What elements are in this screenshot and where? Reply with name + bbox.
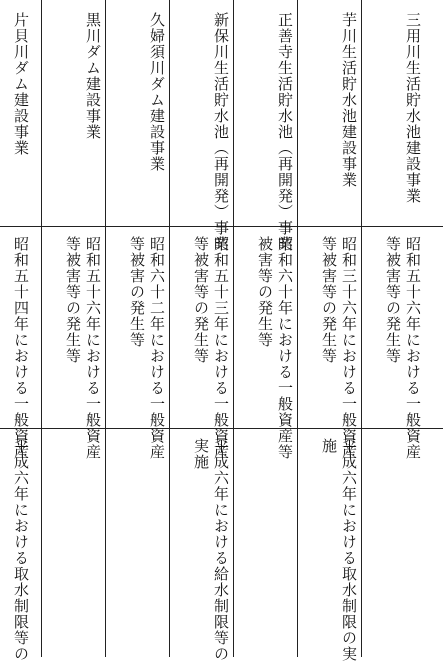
event-text: 昭和六十年における一般資産等 被害等の発生等 — [256, 236, 294, 460]
event-text: 昭和六十二年における一般資産 等被害の発生等 — [128, 236, 166, 460]
project-name: 芋川生活貯水池建設事業 — [340, 12, 358, 188]
table-row — [63, 0, 123, 657]
project-name: 黒川ダム建設事業 — [84, 12, 102, 140]
table-row — [127, 0, 187, 657]
measure-text: 平成六年における取水制限の実 施 — [320, 438, 358, 662]
event-text: 昭和五十四年における一般資産 — [12, 236, 30, 460]
event-text: 昭和五十六年における一般資産 等被害等の発生等 — [384, 236, 422, 460]
measure-text: 平成六年における取水制限等の — [12, 438, 30, 662]
project-name: 新保川生活貯水池（再開発）事業 — [212, 12, 230, 252]
event-text: 昭和五十三年における一般資産 等被害等の発生等 — [192, 236, 230, 460]
event-text: 昭和五十六年における一般資産 等被害等の発生等 — [64, 236, 102, 460]
project-name: 片貝川ダム建設事業 — [12, 12, 30, 156]
project-name: 久婦須川ダム建設事業 — [148, 12, 166, 172]
table-row — [191, 0, 251, 662]
column-rule-6 — [41, 0, 42, 657]
table-row — [319, 0, 379, 662]
table-row — [7, 0, 41, 662]
measure-text: 平成六年における給水制限等の 実施 — [192, 438, 230, 662]
table-row — [383, 0, 443, 657]
event-text: 昭和三十六年における一般資産 等被害等の発生等 — [320, 236, 358, 460]
project-name: 正善寺生活貯水池（再開発）事業 — [276, 12, 294, 252]
table-row — [255, 0, 315, 657]
project-name: 三用川生活貯水池建設事業 — [404, 12, 422, 204]
